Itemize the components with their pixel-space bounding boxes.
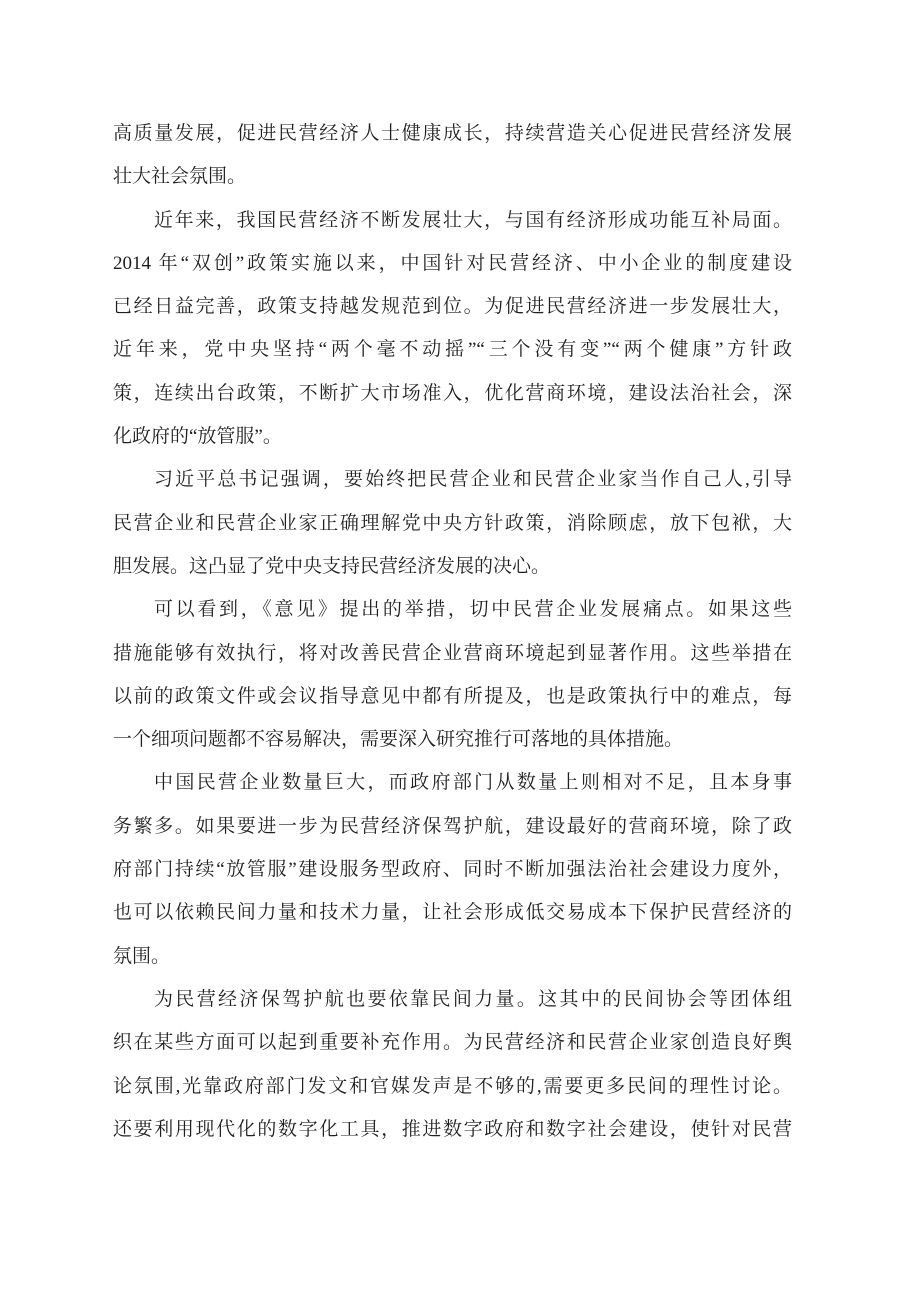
text-line: 习近平总书记强调，要始终把民营企业和民营企业家当作自己人,引导 xyxy=(154,469,792,491)
paragraph xyxy=(113,761,792,977)
document-body xyxy=(113,112,792,1151)
text-line: 措施能够有效执行，将对改善民营企业营商环境起到显著作用。这些举措在 xyxy=(113,642,792,664)
text-line: 务繁多。如果要进一步为民营经济保驾护航，建设最好的营商环境，除了政 xyxy=(113,815,792,837)
text-line: 近年来，党中央坚持“两个毫不动摇”“三个没有变”“两个健康”方针政 xyxy=(113,339,792,361)
text-line: 论氛围,光靠政府部门发文和官媒发声是不够的,需要更多民间的理性讨论。 xyxy=(113,1075,792,1097)
text-line: 还要利用现代化的数字化工具，推进数字政府和数字社会建设，使针对民营 xyxy=(113,1118,792,1140)
text-line: 近年来，我国民营经济不断发展壮大，与国有经济形成功能互补局面。 xyxy=(154,209,792,231)
text-line: 壮大社会氛围。 xyxy=(113,166,247,188)
paragraph xyxy=(113,458,792,588)
text-line: 府部门持续“放管服”建设服务型政府、同时不断加强法治社会建设力度外， xyxy=(113,859,792,881)
text-line: 化政府的“放管服”。 xyxy=(113,426,282,448)
text-line: 织在某些方面可以起到重要补充作用。为民营经济和民营企业家创造良好舆 xyxy=(113,1032,792,1054)
text-line: 策，连续出台政策，不断扩大市场准入，优化营商环境，建设法治社会，深 xyxy=(113,382,792,404)
paragraph xyxy=(113,978,792,1151)
text-line: 可以看到，《意见》提出的举措，切中民营企业发展痛点。如果这些 xyxy=(154,599,792,621)
paragraph xyxy=(113,112,792,199)
text-line: 也可以依赖民间力量和技术力量，让社会形成低交易成本下保护民营经济的 xyxy=(113,902,792,924)
text-line: 中国民营企业数量巨大，而政府部门从数量上则相对不足，且本身事 xyxy=(154,772,792,794)
text-line: 氛围。 xyxy=(113,945,171,967)
text-line: 以前的政策文件或会议指导意见中都有所提及，也是政策执行中的难点，每 xyxy=(113,685,792,707)
paragraph xyxy=(113,199,792,459)
text-line: 高质量发展，促进民营经济人士健康成长，持续营造关心促进民营经济发展 xyxy=(113,123,792,144)
text-line: 为民营经济保驾护航也要依靠民间力量。这其中的民间协会等团体组 xyxy=(154,988,792,1010)
text-line: 民营企业和民营企业家正确理解党中央方针政策，消除顾虑，放下包袱，大 xyxy=(113,512,792,534)
text-line: 2014 年“双创”政策实施以来，中国针对民营经济、中小企业的制度建设 xyxy=(113,252,792,274)
text-line: 胆发展。这凸显了党中央支持民营经济发展的决心。 xyxy=(113,555,551,577)
text-line: 已经日益完善，政策支持越发规范到位。为促进民营经济进一步发展壮大， xyxy=(113,296,792,318)
paragraph xyxy=(113,588,792,761)
text-line: 一个细项问题都不容易解决，需要深入研究推行可落地的具体措施。 xyxy=(113,729,684,751)
